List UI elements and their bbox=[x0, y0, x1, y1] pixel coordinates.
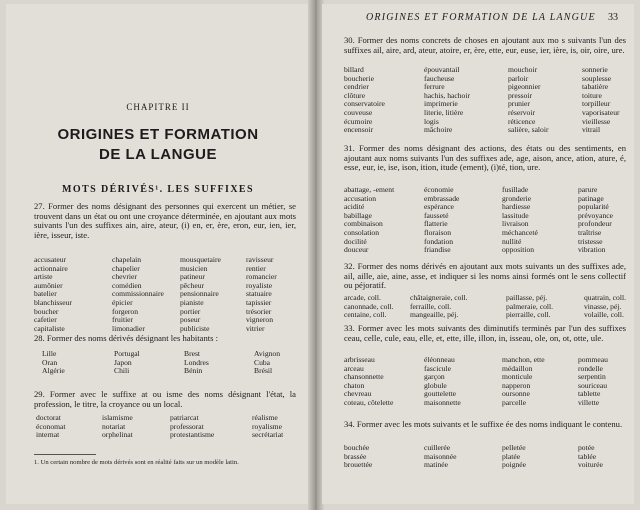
exercise-33-text: 33. Former avec les mots suivants des diminutifs terminés par l'un des suffixes ceau, celle, cule, eau, elle, et, ette, ille, illon, in, isseau, ole, on, ot, otte, ule. bbox=[344, 323, 626, 343]
word-entry: Londres bbox=[184, 358, 209, 367]
word-entry: royalisme bbox=[252, 422, 282, 431]
word-entry: napperon bbox=[502, 381, 531, 390]
exercise-30-words bbox=[344, 66, 628, 135]
word-entry: réticence bbox=[508, 117, 536, 126]
word-entry: mousquetaire bbox=[180, 256, 221, 264]
word-entry: parcelle bbox=[502, 398, 527, 407]
word-entry: billard bbox=[344, 66, 364, 74]
word-entry: literie, litière bbox=[424, 108, 464, 117]
exercise-30-text: 30. Former des noms concrets de choses en ajoutant aux mo s suivants l'un des suffixes ail, aire, ard, ateur, atoire, er, ère, ette, eur, euse, ier, ière, is, oir, oire, ure. bbox=[344, 35, 626, 55]
word-entry: limonadier bbox=[112, 324, 145, 333]
word-entry: fascicule bbox=[424, 364, 451, 373]
word-entry: souplesse bbox=[582, 74, 612, 83]
word-entry: acidité bbox=[344, 203, 365, 212]
word-entry: patineur bbox=[180, 273, 205, 282]
word-entry: faucheuse bbox=[424, 74, 455, 83]
word-entry: encensoir bbox=[344, 126, 374, 135]
word-entry: fondation bbox=[424, 237, 454, 246]
word-entry: conservatoire bbox=[344, 100, 385, 109]
word-entry: publiciste bbox=[180, 324, 210, 333]
word-entry: blanchisseur bbox=[34, 298, 72, 307]
word-entry: pianiste bbox=[180, 298, 204, 307]
word-entry: pierraille, coll. bbox=[506, 311, 551, 320]
exercise-27-words bbox=[34, 256, 296, 333]
word-entry: boucherie bbox=[344, 74, 374, 83]
word-entry: platée bbox=[502, 452, 521, 461]
word-entry: bouchée bbox=[344, 444, 370, 452]
word-entry: vitrier bbox=[246, 324, 265, 333]
word-entry: mouchoir bbox=[508, 66, 538, 74]
word-entry: prunier bbox=[508, 100, 530, 109]
word-entry: brouettée bbox=[344, 461, 373, 470]
word-entry: médaillon bbox=[502, 364, 533, 373]
word-entry: gouttelette bbox=[424, 390, 457, 399]
word-entry: maisonnette bbox=[424, 398, 461, 407]
word-entry: rondelle bbox=[578, 364, 603, 373]
word-entry: floraison bbox=[424, 228, 451, 237]
word-entry: torpilleur bbox=[582, 100, 611, 109]
word-entry: comédien bbox=[112, 281, 142, 290]
word-entry: coteau, côtelette bbox=[344, 398, 394, 407]
word-entry: pigeonnier bbox=[508, 83, 541, 92]
word-entry: internat bbox=[36, 431, 60, 440]
word-entry: tablette bbox=[578, 390, 601, 399]
word-entry: pensionnaire bbox=[180, 290, 219, 299]
word-entry: toiture bbox=[582, 91, 602, 100]
word-entry: manchon, ette bbox=[502, 356, 545, 364]
section-heading: MOTS DÉRIVÉS¹. LES SUFFIXES bbox=[62, 184, 254, 195]
word-entry: popularité bbox=[578, 203, 609, 212]
word-entry: vigneron bbox=[246, 316, 273, 325]
word-entry: patinage bbox=[578, 194, 604, 203]
word-entry: palmeraie, coll. bbox=[506, 302, 554, 311]
word-entry: douceur bbox=[344, 246, 369, 255]
word-entry: villette bbox=[578, 398, 600, 407]
word-entry: livraison bbox=[502, 220, 529, 229]
word-entry: salière, saloir bbox=[508, 126, 549, 135]
word-entry: épouvantail bbox=[424, 66, 460, 74]
word-entry: pêcheur bbox=[180, 281, 205, 290]
word-entry: accusation bbox=[344, 194, 377, 203]
word-entry: Algérie bbox=[42, 367, 65, 376]
word-entry: actionnaire bbox=[34, 264, 68, 273]
word-entry: opposition bbox=[502, 246, 535, 255]
word-entry: matinée bbox=[424, 461, 449, 470]
word-entry: commissionnaire bbox=[112, 290, 164, 299]
exercise-34-words bbox=[344, 444, 628, 470]
word-entry: réservoir bbox=[508, 108, 535, 117]
word-entry: Japon bbox=[114, 358, 132, 367]
running-head: ORIGINES ET FORMATION DE LA LANGUE bbox=[366, 12, 596, 23]
word-entry: brassée bbox=[344, 452, 367, 461]
word-entry: ferrure bbox=[424, 83, 445, 92]
word-entry: friandise bbox=[424, 246, 451, 255]
word-entry: artiste bbox=[34, 273, 53, 282]
word-entry: voiturée bbox=[578, 461, 603, 470]
word-entry: combinaison bbox=[344, 220, 383, 229]
word-entry: vaporisateur bbox=[582, 108, 620, 117]
word-entry: boucher bbox=[34, 307, 59, 316]
exercise-31-words bbox=[344, 186, 628, 255]
word-entry: serpentin bbox=[578, 373, 606, 382]
word-entry: souriceau bbox=[578, 381, 608, 390]
word-entry: pelletée bbox=[502, 444, 526, 452]
word-entry: tablée bbox=[578, 452, 597, 461]
exercise-28-text: 28. Former des noms dérivés désignant les habitants : bbox=[34, 333, 219, 343]
exercise-27-text: 27. Former des noms désignant des personnes qui exercent un métier, se trouvent dans un état ou ont une croyance déterminée, en ajoutant aux mots suivants l'un des suffixes ain, aire, ateur, (i) en, er, ère, eron, eur, ien, ier, ière, isseur, iste. bbox=[34, 201, 296, 240]
exercise-32-words bbox=[344, 294, 628, 320]
word-entry: hachis, hachoir bbox=[424, 91, 470, 100]
word-entry: cendrier bbox=[344, 83, 369, 92]
word-entry: poseur bbox=[180, 316, 201, 325]
word-entry: arceau bbox=[344, 364, 364, 373]
word-entry: méchanceté bbox=[502, 228, 538, 237]
footnote: 1. Un certain nombre de mots dérivés sont en réalité faits sur un modèle latin. bbox=[34, 459, 239, 466]
word-entry: châtaigneraie, coll. bbox=[410, 294, 468, 302]
word-entry: tristesse bbox=[578, 237, 603, 246]
word-entry: tabatière bbox=[582, 83, 609, 92]
word-entry: paillasse, péj. bbox=[506, 294, 548, 302]
word-entry: Bénin bbox=[184, 367, 203, 376]
word-entry: orphelinat bbox=[102, 431, 133, 440]
exercise-28-words bbox=[42, 350, 296, 376]
word-entry: Lille bbox=[42, 350, 57, 358]
word-entry: fausseté bbox=[424, 211, 449, 220]
word-entry: hardiesse bbox=[502, 203, 531, 212]
word-entry: abattage, -ement bbox=[344, 186, 395, 194]
word-entry: consolation bbox=[344, 228, 380, 237]
word-entry: gronderie bbox=[502, 194, 532, 203]
word-entry: couveuse bbox=[344, 108, 373, 117]
word-entry: fusillade bbox=[502, 186, 529, 194]
word-entry: embrassade bbox=[424, 194, 460, 203]
word-entry: mangeaille, péj. bbox=[410, 311, 459, 320]
word-entry: Cuba bbox=[254, 358, 271, 367]
word-entry: portier bbox=[180, 307, 201, 316]
word-entry: mâchoire bbox=[424, 126, 453, 135]
chapter-title-line-1: ORIGINES ET FORMATION bbox=[57, 126, 259, 143]
word-entry: vibration bbox=[578, 246, 606, 255]
word-entry: quatrain, coll. bbox=[584, 294, 626, 302]
word-entry: écumoire bbox=[344, 117, 373, 126]
word-entry: musicien bbox=[180, 264, 208, 273]
word-entry: centaine, coll. bbox=[344, 311, 387, 320]
right-page bbox=[322, 4, 634, 504]
word-entry: accusateur bbox=[34, 256, 67, 264]
word-entry: arbrisseau bbox=[344, 356, 375, 364]
word-entry: économie bbox=[424, 186, 454, 194]
word-entry: oursonne bbox=[502, 390, 530, 399]
left-page bbox=[6, 4, 310, 504]
word-entry: cuillerée bbox=[424, 444, 451, 452]
word-entry: Portugal bbox=[114, 350, 140, 358]
word-entry: logis bbox=[424, 117, 439, 126]
word-entry: potée bbox=[578, 444, 595, 452]
exercise-29-text: 29. Former avec le suffixe at ou isme des noms désignant l'état, la profession, le titre, la croyance ou un local. bbox=[34, 389, 296, 409]
page-number: 33 bbox=[608, 12, 618, 23]
word-entry: babillage bbox=[344, 211, 372, 220]
word-entry: batelier bbox=[34, 290, 57, 299]
word-entry: flatterie bbox=[424, 220, 448, 229]
word-entry: chapelier bbox=[112, 264, 140, 273]
word-entry: Oran bbox=[42, 358, 58, 367]
word-entry: chevreau bbox=[344, 390, 372, 399]
word-entry: secrétariat bbox=[252, 431, 284, 440]
exercise-34-text: 34. Former avec les mots suivants et le suffixe ée des noms indiquant le contenu. bbox=[344, 419, 623, 429]
word-entry: tapissier bbox=[246, 298, 272, 307]
word-entry: pressoir bbox=[508, 91, 533, 100]
word-entry: chapelain bbox=[112, 256, 142, 264]
word-entry: profondeur bbox=[578, 220, 612, 229]
word-entry: doctorat bbox=[36, 414, 61, 422]
word-entry: Avignon bbox=[254, 350, 281, 358]
word-entry: parloir bbox=[508, 74, 529, 83]
word-entry: chevrier bbox=[112, 273, 137, 282]
word-entry: réalisme bbox=[252, 414, 278, 422]
word-entry: cafetier bbox=[34, 316, 57, 325]
word-entry: Chili bbox=[114, 367, 130, 376]
word-entry: fruitier bbox=[112, 316, 134, 325]
word-entry: poignée bbox=[502, 461, 527, 470]
word-entry: éléonneau bbox=[424, 356, 455, 364]
word-entry: patriarcat bbox=[170, 414, 199, 422]
word-entry: professorat bbox=[170, 422, 204, 431]
word-entry: trésorier bbox=[246, 307, 272, 316]
word-entry: docilité bbox=[344, 237, 367, 246]
word-entry: arcade, coll. bbox=[344, 294, 381, 302]
word-entry: parure bbox=[578, 186, 598, 194]
word-entry: forgeron bbox=[112, 307, 139, 316]
word-entry: royaliste bbox=[246, 281, 273, 290]
word-entry: statuaire bbox=[246, 290, 272, 299]
word-entry: globule bbox=[424, 381, 447, 390]
word-entry: maisonnée bbox=[424, 452, 457, 461]
word-entry: aumônier bbox=[34, 281, 63, 290]
word-entry: ferraille, coll. bbox=[410, 302, 452, 311]
word-entry: épicier bbox=[112, 298, 133, 307]
word-entry: vieillesse bbox=[582, 117, 611, 126]
word-entry: garçon bbox=[424, 373, 445, 382]
word-entry: vitrail bbox=[582, 126, 601, 135]
word-entry: chansonnette bbox=[344, 373, 384, 382]
word-entry: clôture bbox=[344, 91, 366, 100]
exercise-31-text: 31. Former des noms désignant des actions, des états ou des sentiments, en ajoutant aux noms suivants l'un des suffixes ade, age, aison, ance, ation, ature, é, esse, eur, ie, ise, ison, ition, itude (ement), (i)té, tion, ure. bbox=[344, 143, 626, 173]
word-entry: romancier bbox=[246, 273, 277, 282]
chapter-label: CHAPITRE II bbox=[126, 102, 190, 112]
exercise-33-words bbox=[344, 356, 628, 408]
word-entry: économat bbox=[36, 422, 66, 431]
exercise-32-text: 32. Former des noms dérivés en ajoutant aux mots suivants un des suffixes ade, ail, aille, aie, aine, asse, et indiquer si les noms ainsi formés ont le sens collectif ou péjoratif. bbox=[344, 261, 626, 291]
word-entry: monticule bbox=[502, 373, 533, 382]
word-entry: protestantisme bbox=[170, 431, 215, 440]
word-entry: traîtrise bbox=[578, 228, 602, 237]
exercise-29-words bbox=[36, 414, 298, 440]
word-entry: Brest bbox=[184, 350, 201, 358]
word-entry: espérance bbox=[424, 203, 454, 212]
word-entry: canonnade, coll. bbox=[344, 302, 394, 311]
word-entry: nullité bbox=[502, 237, 522, 246]
word-entry: ravisseur bbox=[246, 256, 274, 264]
word-entry: islamisme bbox=[102, 414, 133, 422]
word-entry: lassitude bbox=[502, 211, 529, 220]
word-entry: sonnerie bbox=[582, 66, 608, 74]
word-entry: Brésil bbox=[254, 367, 273, 376]
word-entry: imprimerie bbox=[424, 100, 458, 109]
word-entry: chaton bbox=[344, 381, 365, 390]
footnote-rule bbox=[34, 454, 96, 455]
word-entry: vinasse, péj. bbox=[584, 302, 622, 311]
word-entry: notariat bbox=[102, 422, 126, 431]
word-entry: capitaliste bbox=[34, 324, 65, 333]
word-entry: pommeau bbox=[578, 356, 608, 364]
word-entry: prévoyance bbox=[578, 211, 613, 220]
word-entry: volaille, coll. bbox=[584, 311, 624, 320]
word-entry: rentier bbox=[246, 264, 266, 273]
chapter-title-line-2: DE LA LANGUE bbox=[99, 146, 217, 163]
